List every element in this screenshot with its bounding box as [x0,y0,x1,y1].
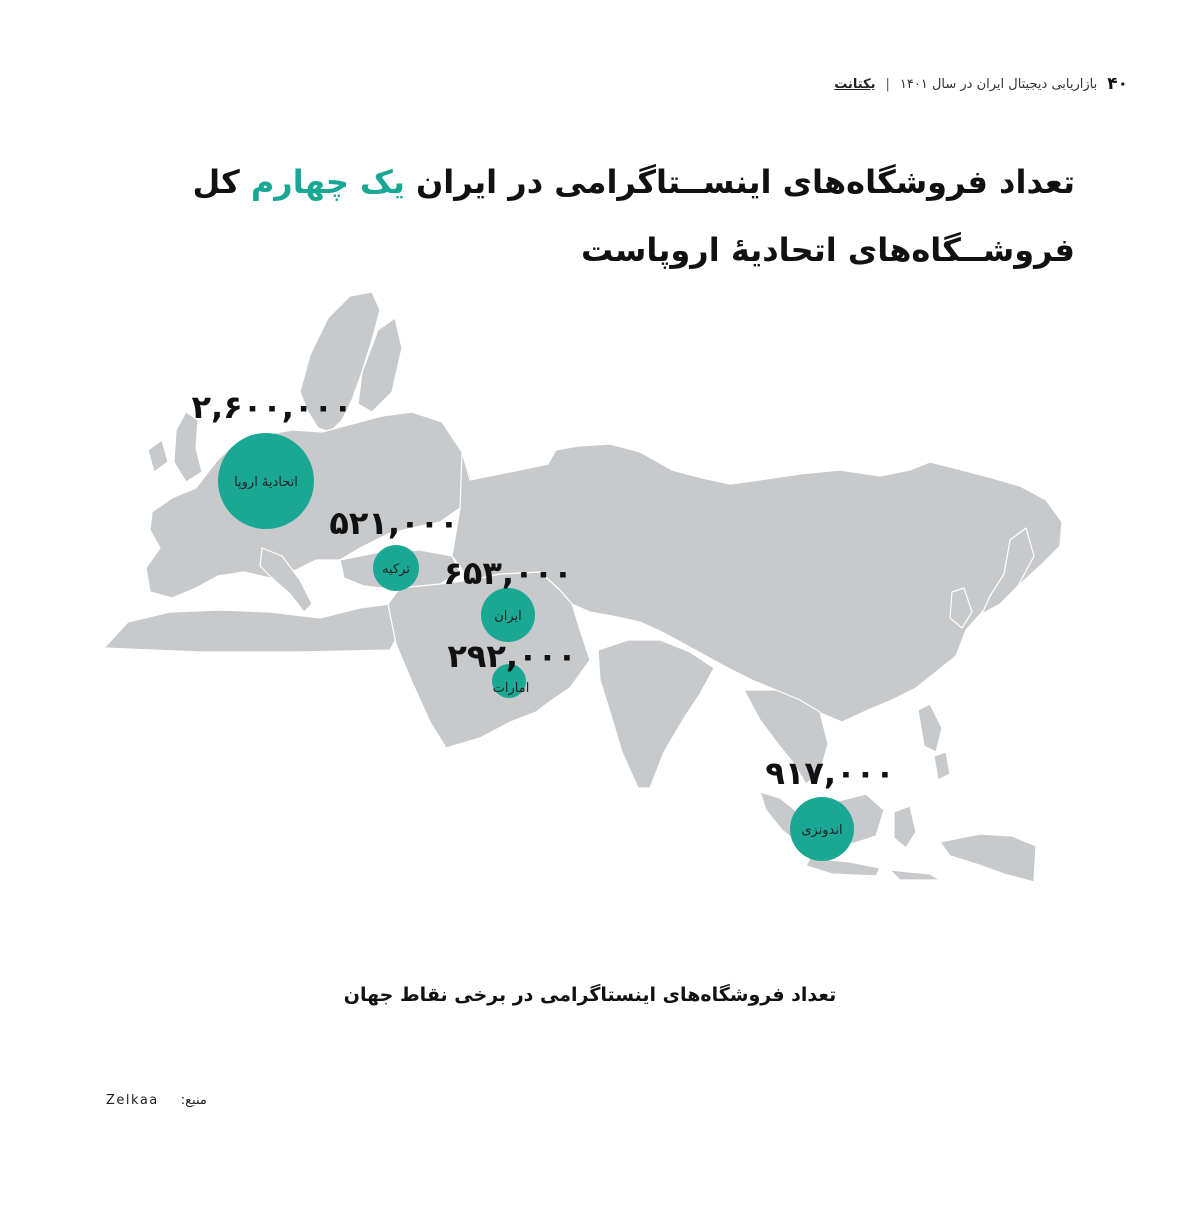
landmass [104,292,1062,882]
headline-highlight: یک چهارم [250,163,405,201]
value-label-turkey: ۵۲۱,۰۰۰ [329,504,459,542]
map-caption: تعداد فروشگاه‌های اینستاگرامی در برخی نقاط جهان [343,984,837,1006]
report-title: بازاریابی دیجیتال ایران در سال ۱۴۰۱ [899,76,1098,92]
region-label-eu: اتحادیهٔ اروپا [234,475,298,490]
header-separator: | [885,76,890,92]
headline-part-1: تعداد فروشگاه‌های اینســتاگرامی در ایران [404,163,1075,201]
value-label-eu: ۲,۶۰۰,۰۰۰ [191,388,353,426]
source-note [106,1093,207,1108]
region-label-uae: امارات [492,681,530,696]
value-label-iran: ۶۵۳,۰۰۰ [443,554,573,592]
source-name: Zelkaa [106,1093,159,1108]
region-label-turkey: ترکیه [382,562,410,577]
source-label: منبع: [180,1093,207,1108]
region-label-iran: ایران [494,609,522,624]
headline-part-2: کل فروشــگاه‌های اتحادیهٔ اروپاست [192,163,1075,269]
region-label-indonesia: اندونزی [801,823,843,838]
value-label-uae: ۲۹۲,۰۰۰ [447,637,577,675]
value-label-indonesia: ۹۱۷,۰۰۰ [765,754,895,792]
page-number: ۴۰ [1107,74,1128,94]
brand-logo: یکتانت [834,76,876,92]
